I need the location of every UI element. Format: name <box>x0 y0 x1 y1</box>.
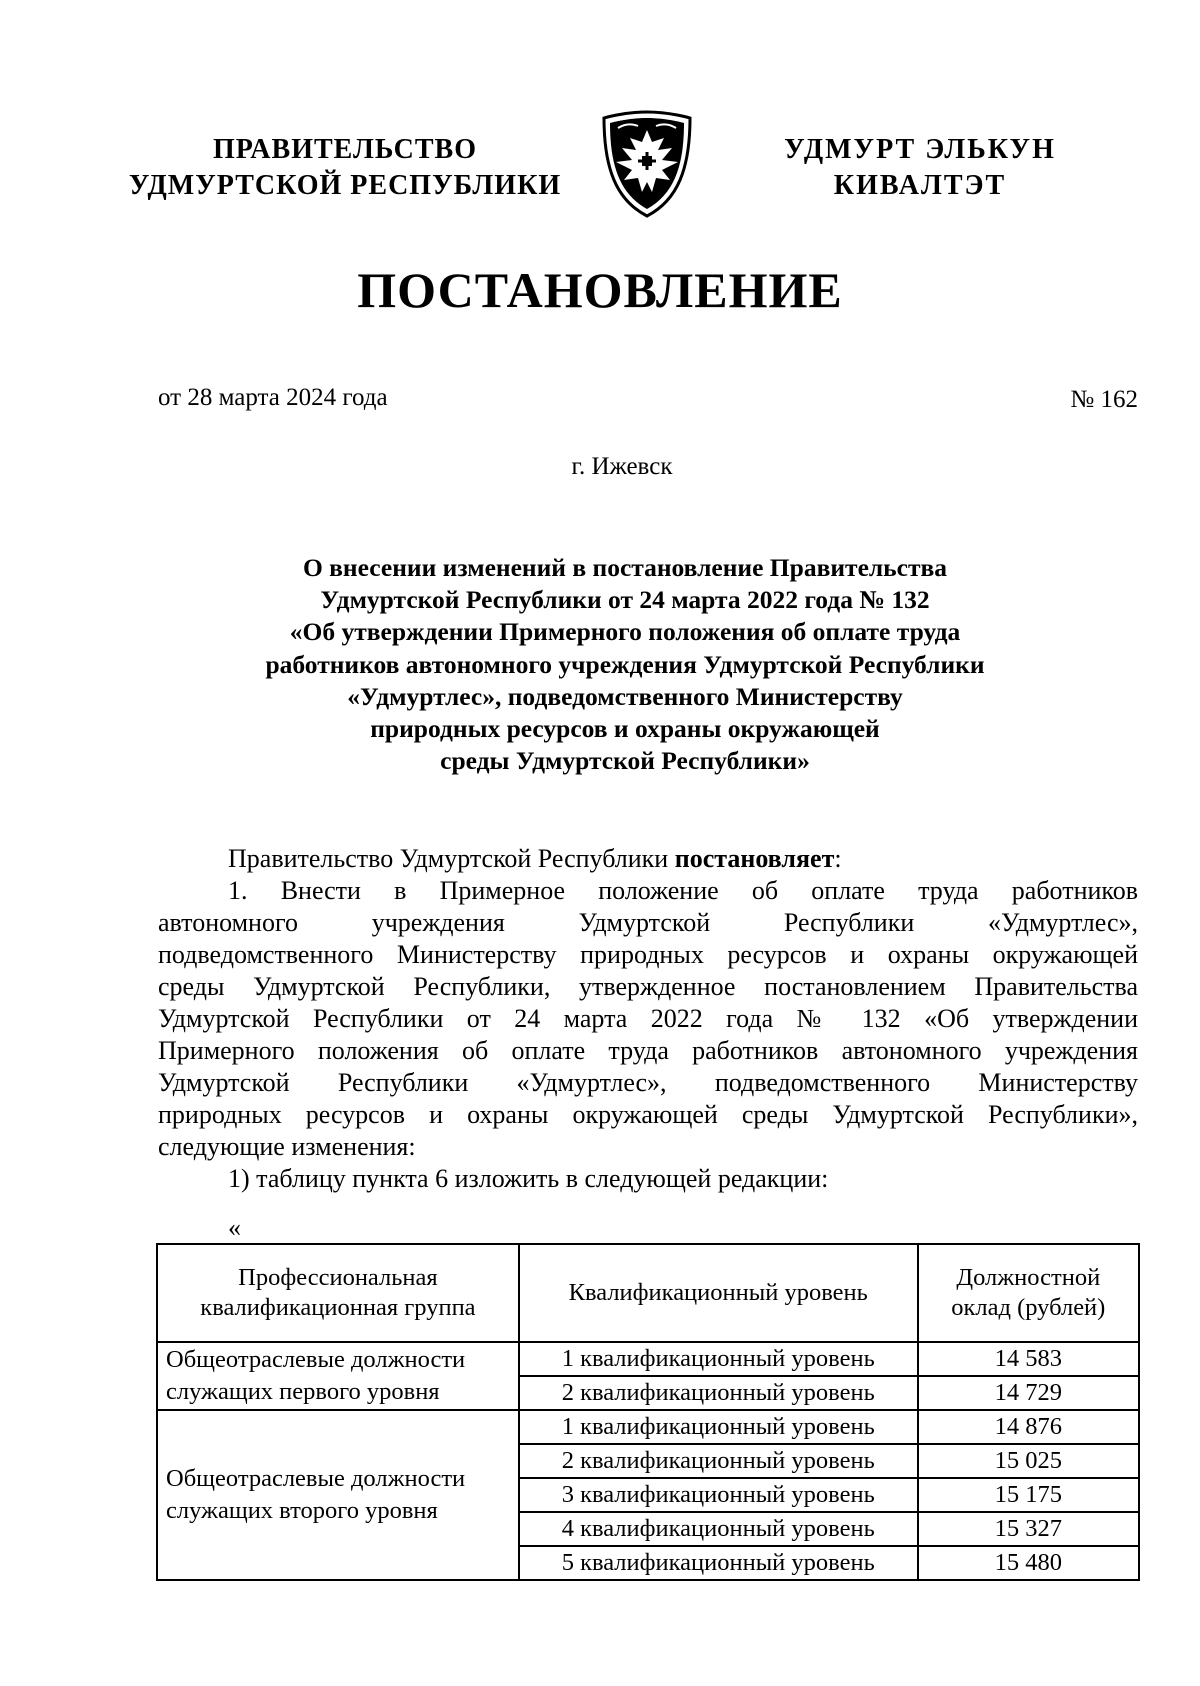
udmurt-coat-of-arms-icon <box>598 108 696 220</box>
document-date: от 28 марта 2024 года <box>158 384 388 411</box>
header-level: Квалификационный уровень <box>519 1244 918 1342</box>
government-name-line: УДМУРТ ЭЛЬКУН <box>784 134 1056 165</box>
salary-cell: 14 876 <box>918 1410 1139 1444</box>
paragraph-line: следующие изменения: <box>158 1132 416 1161</box>
government-name-russian <box>120 132 570 204</box>
salary-cell: 15 175 <box>918 1478 1139 1512</box>
salary-table <box>156 1243 1140 1581</box>
paragraph-line: автономного учреждения Удмуртской Республики «Удмуртлес», <box>158 908 1138 937</box>
document-body <box>158 843 1138 1195</box>
level-cell: 1 квалификационный уровень <box>519 1342 918 1376</box>
government-name-line: УДМУРТСКОЙ РЕСПУБЛИКИ <box>128 170 562 201</box>
government-name-udmurt <box>770 132 1070 204</box>
paragraph-line: среды Удмуртской Республики, утвержденное постановлением Правительства <box>158 972 1138 1001</box>
preamble-text: Правительство Удмуртской Республики <box>228 844 675 873</box>
level-cell: 2 квалификационный уровень <box>519 1376 918 1410</box>
document-type: ПОСТАНОВЛЕНИЕ <box>357 262 843 318</box>
item-1: 1) таблицу пункта 6 изложить в следующей редакции: <box>228 1164 829 1193</box>
document-city: г. Ижевск <box>571 453 673 480</box>
paragraph-line: 1. Внести в Примерное положение об оплате труда работников <box>228 876 1138 905</box>
title-line: Удмуртской Республики от 24 марта 2022 года № 132 <box>320 585 930 615</box>
title-line: работников автономного учреждения Удмуртской Республики <box>265 649 985 679</box>
government-name-line: ПРАВИТЕЛЬСТВО <box>213 134 477 165</box>
group-name: Общеотраслевые должности служащих второго уровня <box>157 1410 519 1580</box>
title-line: О внесении изменений в постановление Правительства <box>302 553 948 582</box>
document-title <box>200 552 1050 777</box>
paragraph-line: Примерного положения об оплате труда работников автономного учреждения <box>158 1036 1138 1065</box>
paragraph-line: подведомственного Министерству природных ресурсов и охраны окружающей <box>158 940 1138 969</box>
preamble <box>158 843 1138 875</box>
table-row <box>157 1342 1139 1376</box>
document-number: № 162 <box>1070 386 1138 413</box>
table-row <box>157 1410 1139 1444</box>
government-name-line: КИВАЛТЭТ <box>833 170 1007 201</box>
title-line: среды Удмуртской Республики» <box>440 746 810 776</box>
opening-quote: « <box>228 1213 241 1242</box>
title-line: «Об утверждении Примерного положения об оплате труда <box>289 617 961 647</box>
title-line: «Удмуртлес», подведомственного Министерству <box>347 681 903 711</box>
salary-cell: 14 583 <box>918 1342 1139 1376</box>
salary-cell: 15 025 <box>918 1444 1139 1478</box>
title-line: природных ресурсов и охраны окружающей <box>370 714 880 744</box>
preamble-colon: : <box>834 844 842 873</box>
level-cell: 3 квалификационный уровень <box>519 1478 918 1512</box>
level-cell: 1 квалификационный уровень <box>519 1410 918 1444</box>
salary-cell: 15 327 <box>918 1512 1139 1546</box>
paragraph-line: природных ресурсов и охраны окружающей среды Удмуртской Республики», <box>158 1100 1138 1129</box>
paragraph-line: Удмуртской Республики от 24 марта 2022 года № 132 «Об утверждении <box>158 1004 1138 1033</box>
table-header-row <box>157 1244 1139 1342</box>
header-salary: Должностной оклад (рублей) <box>918 1244 1139 1342</box>
paragraph-line: Удмуртской Республики «Удмуртлес», подведомственного Министерству <box>158 1068 1138 1097</box>
level-cell: 5 квалификационный уровень <box>519 1546 918 1580</box>
preamble-bold: постановляет <box>674 844 835 873</box>
level-cell: 2 квалификационный уровень <box>519 1444 918 1478</box>
level-cell: 4 квалификационный уровень <box>519 1512 918 1546</box>
header-group: Профессиональная квалификационная группа <box>157 1244 519 1342</box>
group-name: Общеотраслевые должности служащих первого уровня <box>157 1342 519 1410</box>
salary-cell: 15 480 <box>918 1546 1139 1580</box>
salary-cell: 14 729 <box>918 1376 1139 1410</box>
